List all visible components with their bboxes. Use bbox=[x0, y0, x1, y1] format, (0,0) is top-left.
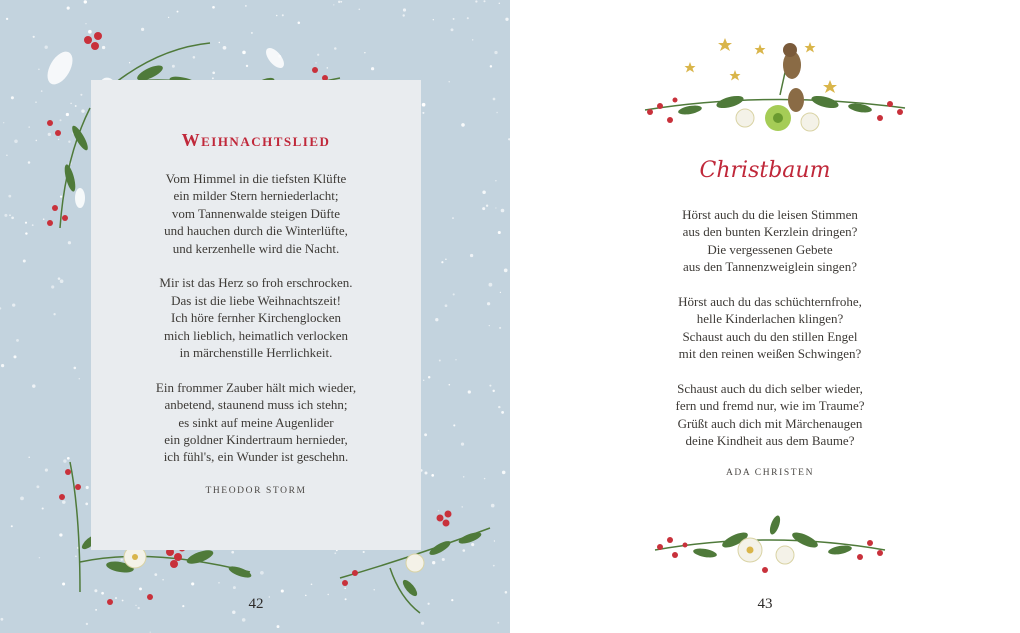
snow-dot bbox=[486, 205, 488, 207]
poem-line: Schaust auch du dich selber wieder, bbox=[677, 381, 863, 397]
snow-dot bbox=[448, 81, 449, 82]
snow-dot bbox=[500, 292, 501, 293]
snow-dot bbox=[327, 594, 328, 595]
snow-dot bbox=[42, 507, 44, 509]
snow-dot bbox=[23, 260, 26, 263]
snow-dot bbox=[445, 259, 447, 261]
snow-dot bbox=[364, 52, 365, 53]
snow-dot bbox=[461, 442, 464, 445]
snow-dot bbox=[505, 591, 508, 594]
poem-line: und kerzenhelle wird die Nacht. bbox=[172, 240, 340, 256]
snow-dot bbox=[3, 122, 4, 123]
snow-dot bbox=[245, 5, 247, 7]
snow-dot bbox=[461, 123, 465, 127]
snow-dot bbox=[468, 390, 471, 393]
snow-dot bbox=[28, 456, 30, 458]
snow-dot bbox=[489, 283, 493, 287]
snow-dot bbox=[212, 6, 215, 9]
snow-dot bbox=[168, 17, 169, 18]
snow-dot bbox=[441, 261, 443, 263]
snow-dot bbox=[74, 367, 77, 370]
poem-line: Das ist die liebe Weihnachtszeit! bbox=[171, 292, 341, 308]
snow-dot bbox=[85, 23, 86, 24]
snow-dot bbox=[431, 474, 434, 477]
poem-line: es sinkt auf meine Augenlider bbox=[178, 414, 334, 430]
snow-dot bbox=[311, 583, 313, 585]
snow-dot bbox=[482, 207, 485, 210]
snow-dot bbox=[16, 339, 19, 342]
poem-line: mich lieblich, heimatlich verlocken bbox=[163, 327, 349, 343]
snow-dot bbox=[84, 0, 87, 3]
snow-dot bbox=[498, 406, 500, 408]
snow-dot bbox=[425, 472, 428, 475]
snow-dot bbox=[20, 497, 24, 501]
snow-dot bbox=[449, 384, 451, 386]
snow-dot bbox=[4, 214, 7, 217]
snow-dot bbox=[439, 360, 441, 362]
snow-dot bbox=[60, 279, 64, 283]
snow-dot bbox=[493, 98, 496, 101]
snow-dot bbox=[51, 285, 54, 288]
stanza bbox=[91, 379, 421, 466]
snow-dot bbox=[445, 304, 448, 307]
snow-dot bbox=[79, 378, 80, 379]
poem-line: aus den Tannenzweiglein singen? bbox=[683, 259, 857, 275]
page-number: 43 bbox=[757, 596, 773, 612]
snow-dot bbox=[495, 180, 496, 181]
snow-dot bbox=[36, 485, 39, 488]
poem-text bbox=[615, 206, 925, 467]
snow-dot bbox=[281, 589, 284, 592]
snow-dot bbox=[502, 471, 506, 475]
snow-dot bbox=[9, 214, 11, 216]
snow-dot bbox=[494, 51, 497, 54]
snow-dot bbox=[467, 17, 469, 19]
poem-text bbox=[91, 170, 421, 483]
snow-dot bbox=[6, 18, 8, 20]
snow-dot bbox=[452, 217, 454, 219]
snow-dot bbox=[177, 11, 179, 13]
snow-dot bbox=[482, 190, 486, 194]
snow-dot bbox=[67, 7, 70, 10]
poem-line: Hörst auch du die leisen Stimmen bbox=[682, 207, 858, 222]
snow-dot bbox=[433, 19, 434, 20]
snow-dot bbox=[495, 207, 496, 208]
snow-dot bbox=[455, 359, 456, 360]
snow-dot bbox=[53, 313, 55, 315]
snow-dot bbox=[501, 411, 504, 414]
christmas-rose-garland-illustration bbox=[645, 505, 895, 585]
snow-dot bbox=[371, 67, 374, 70]
snow-dot bbox=[483, 0, 485, 2]
snow-dot bbox=[428, 376, 430, 378]
snow-dot bbox=[451, 28, 454, 31]
snow-dot bbox=[32, 384, 35, 387]
snow-dot bbox=[435, 318, 438, 321]
snow-dot bbox=[504, 269, 508, 273]
stanza bbox=[615, 293, 925, 363]
snow-dot bbox=[12, 303, 15, 306]
snow-dot bbox=[422, 103, 426, 107]
poem-title: Weihnachtslied bbox=[181, 130, 331, 150]
snow-dot bbox=[11, 96, 14, 99]
snow-dot bbox=[498, 231, 501, 234]
snow-dot bbox=[276, 15, 278, 17]
poem-line: vom Tannenwalde steigen Düfte bbox=[171, 205, 341, 221]
snow-dot bbox=[298, 22, 301, 25]
poem-line: ein milder Stern herniederlacht; bbox=[173, 188, 339, 204]
snow-dot bbox=[333, 4, 334, 5]
poem-line: Grüßt auch dich mit Märchenaugen bbox=[677, 415, 863, 431]
snow-dot bbox=[6, 155, 8, 157]
snow-dot bbox=[39, 557, 40, 558]
poem-line: Mir ist das Herz so froh erschrocken. bbox=[159, 275, 353, 291]
right-page bbox=[510, 0, 1020, 633]
snow-dot bbox=[496, 112, 498, 114]
snow-dot bbox=[338, 1, 340, 3]
poem-line: Vom Himmel in die tiefsten Klüfte bbox=[165, 171, 347, 186]
snow-dot bbox=[403, 8, 406, 11]
poem-line: helle Kinderlachen klingen? bbox=[696, 311, 844, 327]
snow-dot bbox=[340, 1, 342, 3]
snow-dot bbox=[0, 618, 3, 621]
snow-dot bbox=[463, 476, 465, 478]
snow-dot bbox=[484, 478, 485, 479]
snow-dot bbox=[453, 18, 455, 20]
stanza bbox=[91, 274, 421, 361]
snow-dot bbox=[45, 469, 48, 472]
poem-title: Christbaum bbox=[699, 158, 831, 183]
poem-line: mit den reinen weißen Schwingen? bbox=[678, 346, 862, 362]
poem-line: aus den bunten Kerzlein dringen? bbox=[682, 224, 858, 240]
snow-dot bbox=[11, 216, 14, 219]
sparrow-garland-illustration bbox=[630, 30, 920, 145]
poem-author: ADA CHRISTEN bbox=[725, 468, 815, 478]
snow-dot bbox=[0, 307, 1, 309]
snow-dot bbox=[277, 625, 280, 628]
poem-line: ich fühl's, ein Wunder ist geschehn. bbox=[163, 449, 349, 465]
page-number: 42 bbox=[248, 596, 264, 612]
poem-line: ein goldner Kindertraum hernieder, bbox=[164, 432, 348, 448]
snow-dot bbox=[422, 112, 424, 114]
snow-dot bbox=[359, 9, 361, 11]
snow-dot bbox=[453, 424, 455, 426]
snow-dot bbox=[470, 254, 473, 257]
poem-line: fern und fremd nur, wie im Traume? bbox=[675, 398, 865, 414]
snow-dot bbox=[8, 195, 11, 198]
poem-line: Hörst auch du das schüchternfrohe, bbox=[678, 294, 862, 310]
snow-dot bbox=[424, 433, 427, 436]
snow-dot bbox=[497, 622, 499, 624]
stanza bbox=[91, 170, 421, 257]
poem-line: Ein frommer Zauber hält mich wieder, bbox=[155, 379, 357, 395]
snow-dot bbox=[472, 39, 473, 40]
poem-line: Ich höre fernher Kirchenglocken bbox=[171, 310, 341, 326]
snow-dot bbox=[499, 327, 501, 329]
snow-dot bbox=[86, 623, 88, 625]
snow-dot bbox=[1, 364, 4, 367]
poem-line: Schaust auch du den stillen Engel bbox=[682, 328, 858, 344]
snow-dot bbox=[14, 140, 18, 144]
stanza bbox=[615, 380, 925, 450]
snow-dot bbox=[505, 18, 508, 21]
stanza bbox=[615, 206, 925, 276]
snow-dot bbox=[58, 277, 61, 280]
snow-dot bbox=[68, 241, 71, 244]
snow-dot bbox=[489, 385, 491, 387]
poem-line: in märchenstille Herrlichkeit. bbox=[179, 345, 333, 361]
snow-dot bbox=[453, 293, 455, 295]
poem-author: THEODOR STORM bbox=[205, 486, 307, 496]
snow-dot bbox=[501, 209, 505, 213]
poem-line: Die vergessenen Gebete bbox=[707, 241, 833, 257]
snow-dot bbox=[487, 302, 490, 305]
snow-dot bbox=[490, 65, 492, 67]
snow-dot bbox=[13, 355, 16, 358]
poem-line: und hauchen durch die Winterlüfte, bbox=[164, 223, 348, 239]
snow-dot bbox=[499, 3, 500, 4]
snow-dot bbox=[492, 390, 494, 392]
snow-dot bbox=[305, 595, 307, 597]
snow-dot bbox=[282, 14, 284, 16]
snow-dot bbox=[489, 325, 490, 326]
snow-dot bbox=[423, 380, 424, 381]
poem-line: anbetend, staunend muss ich stehn; bbox=[164, 397, 348, 413]
snow-dot bbox=[11, 525, 13, 527]
poem-line: deine Kindheit aus dem Baume? bbox=[685, 433, 855, 449]
gold-stars-illustration bbox=[685, 38, 838, 93]
snow-dot bbox=[402, 14, 404, 16]
snow-dot bbox=[421, 622, 424, 625]
snow-dot bbox=[475, 0, 477, 2]
